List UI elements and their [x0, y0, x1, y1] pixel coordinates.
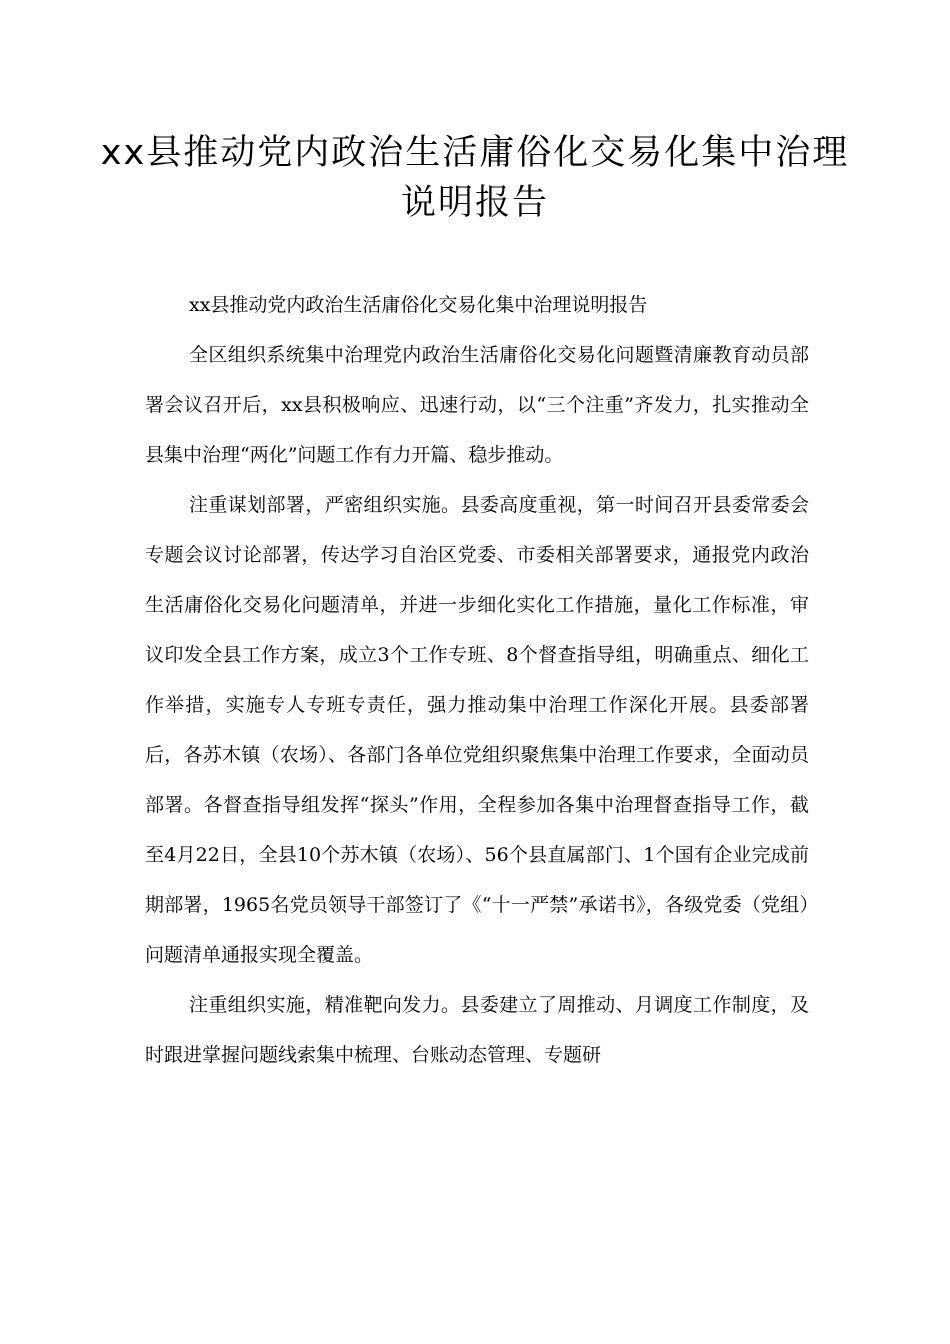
intro-paragraph: 全区组织系统集中治理党内政治生活庸俗化交易化问题暨清廉教育动员部署会议召开后，xx县积极响应、迅速行动，以“三个注重”齐发力，扎实推动全县集中治理“两化”问题工作有力开篇、稳步推动。 [145, 344, 809, 466]
implementation-paragraph: 注重组织实施，精准靶向发力。县委建立了周推动、月调度工作制度，及时跟进掌握问题线索集中梳理、台账动态管理、专题研 [145, 994, 809, 1066]
document-body [145, 280, 809, 1080]
deployment-paragraph: 注重谋划部署，严密组织实施。县委高度重视，第一时间召开县委常委会专题会议讨论部署，传达学习自治区党委、市委相关部署要求，通报党内政治生活庸俗化交易化问题清单，并进一步细化实化工作措施，量化工作标准，审议印发全县工作方案，成立3个工作专班、8个督查指导组，明确重点、细化工作举措，实施专人专班专责任，强力推动集中治理工作深化开展。县委部署后，各苏木镇（农场）、各部门各单位党组织聚焦集中治理工作要求，全面动员部署。各督查指导组发挥“探头”作用，全程参加各集中治理督查指导工作，截至4月22日，全县10个苏木镇（农场）、56个县直属部门、1个国有企业完成前期部署，1965名党员领导干部签订了《“十一严禁”承诺书》，各级党委（党组）问题清单通报实现全覆盖。 [145, 494, 809, 966]
subtitle-paragraph: xx县推动党内政治生活庸俗化交易化集中治理说明报告 [189, 294, 648, 316]
document-title: xx县推动党内政治生活庸俗化交易化集中治理说明报告 [100, 133, 850, 223]
